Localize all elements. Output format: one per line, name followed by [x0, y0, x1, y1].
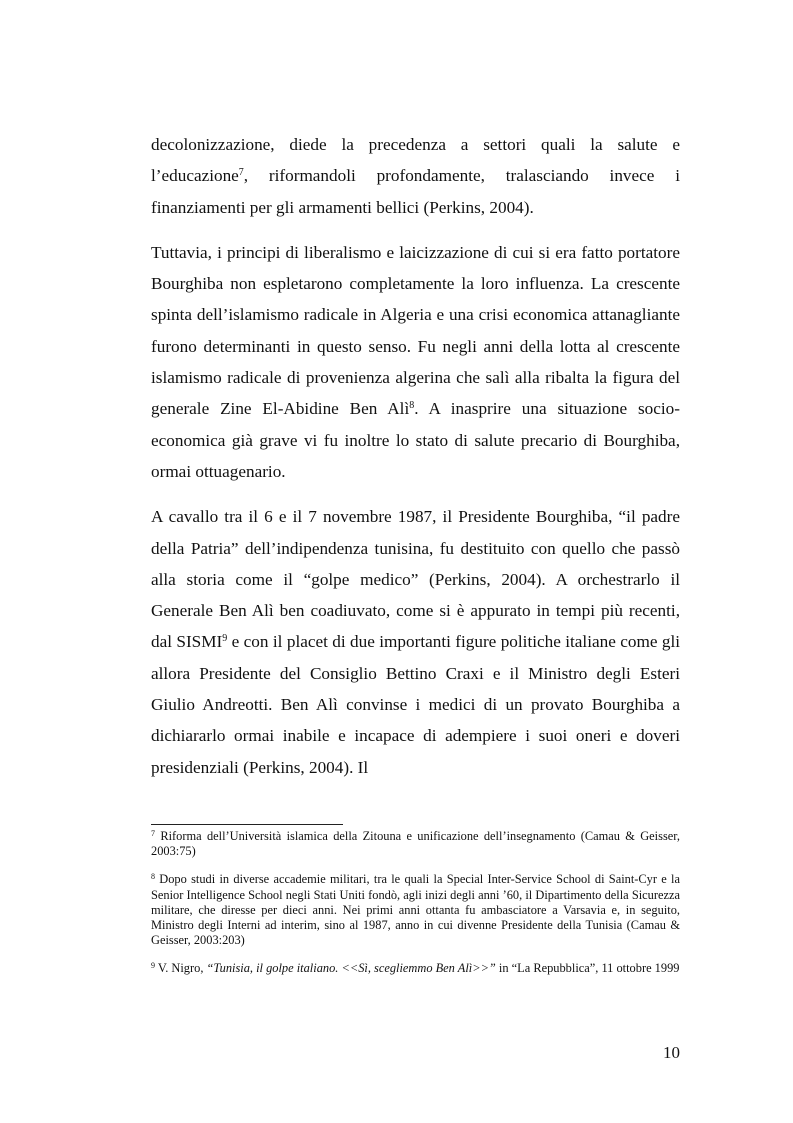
- footnote-8: [151, 872, 680, 948]
- footnote-ref-9[interactable]: 9: [222, 633, 228, 645]
- footnote-ref-8[interactable]: 8: [409, 400, 415, 412]
- footnote-ref-7[interactable]: 7: [238, 167, 244, 179]
- page-number: 10: [663, 1043, 680, 1062]
- paragraph-3-text-b: e con il placet di due importanti figure politiche italiane come gli allora Presidente del Consiglio Bettino Craxi e il Ministro degli Esteri Giulio Andreotti. Ben Alì convinse i medici di un provato Bourghiba a dichiararlo ormai inabile e incapace di adempiere i suoi oneri e doveri presidenziali (Perkins, 2004). Il: [151, 632, 680, 777]
- paragraph-2-text-a: Tuttavia, i principi di liberalismo e laicizzazione di cui si era fatto portatore Bourghiba non espletarono completamente la loro influenza. La crescente spinta dell’islamismo radicale in Algeria e una crisi economica attanagliante furono determinanti in questo senso. Fu negli anni della lotta al crescente islamismo radicale di provenienza algerina che salì alla ribalta la figura del generale Zine El-Abidine Ben Alì: [151, 242, 680, 419]
- footnote-number-9: 9: [151, 961, 155, 971]
- footnote-9-author: V. Nigro,: [155, 961, 207, 976]
- paragraph-3: [151, 501, 680, 783]
- paragraph-2-text-b: . A inasprire una situazione socio-economica già grave vi fu inoltre lo stato di salute precario di Bourghiba, ormai ottuagenario.: [151, 399, 680, 481]
- paragraph-3-text-a: A cavallo tra il 6 e il 7 novembre 1987, il Presidente Bourghiba, “il padre della Patria” dell’indipendenza tunisina, fu destituito con quello che passò alla storia come il “golpe medico” (Perkins, 2004). A orchestrarlo il Generale Ben Alì ben coadiuvato, come si è appurato in tempi più recenti, dal SISMI: [151, 507, 680, 652]
- body-text: [151, 129, 680, 797]
- paragraph-1-text-a: decolonizzazione, diede la precedenza a settori quali la salute e l’educazione: [151, 135, 680, 186]
- footnote-separator: [151, 824, 343, 825]
- footnote-9-article-title: “Tunisia, il golpe italiano. <<Sì, scegliemmo Ben Alì>>”: [206, 961, 496, 976]
- footnote-number-7: 7: [151, 829, 155, 838]
- paragraph-2: [151, 237, 680, 487]
- paragraph-1-text-b: , riformandoli profondamente, tralasciando invece i finanziamenti per gli armamenti bellici (Perkins, 2004).: [151, 166, 680, 217]
- footnote-9-source: in “La Repubblica”, 11 ottobre 1999: [495, 961, 680, 976]
- footnotes: [151, 829, 680, 990]
- footnote-number-8: 8: [151, 872, 155, 882]
- footnote-7: [151, 829, 680, 859]
- footnote-9: [151, 961, 680, 976]
- footnote-text-7: Riforma dell’Università islamica della Zitouna e unificazione dell’insegnamento (Camau & Geisser, 2003:75): [151, 829, 680, 859]
- footnote-text-8: Dopo studi in diverse accademie militari, tra le quali la Special Inter-Service School di Saint-Cyr e la Senior Intelligence School negli Stati Uniti fondò, agli inizi degli anni ’60, il Dipartimento della Sicurezza militare, che diresse per dieci anni. Nei primi anni ottanta fu ambasciatore a Varsavia e, in seguito, Ministro degli Interni ad interim, sino al 1987, anno in cui divenne Presidente della Tunisia (Camau & Geisser, 2003:203): [151, 872, 680, 948]
- paragraph-1: [151, 129, 680, 223]
